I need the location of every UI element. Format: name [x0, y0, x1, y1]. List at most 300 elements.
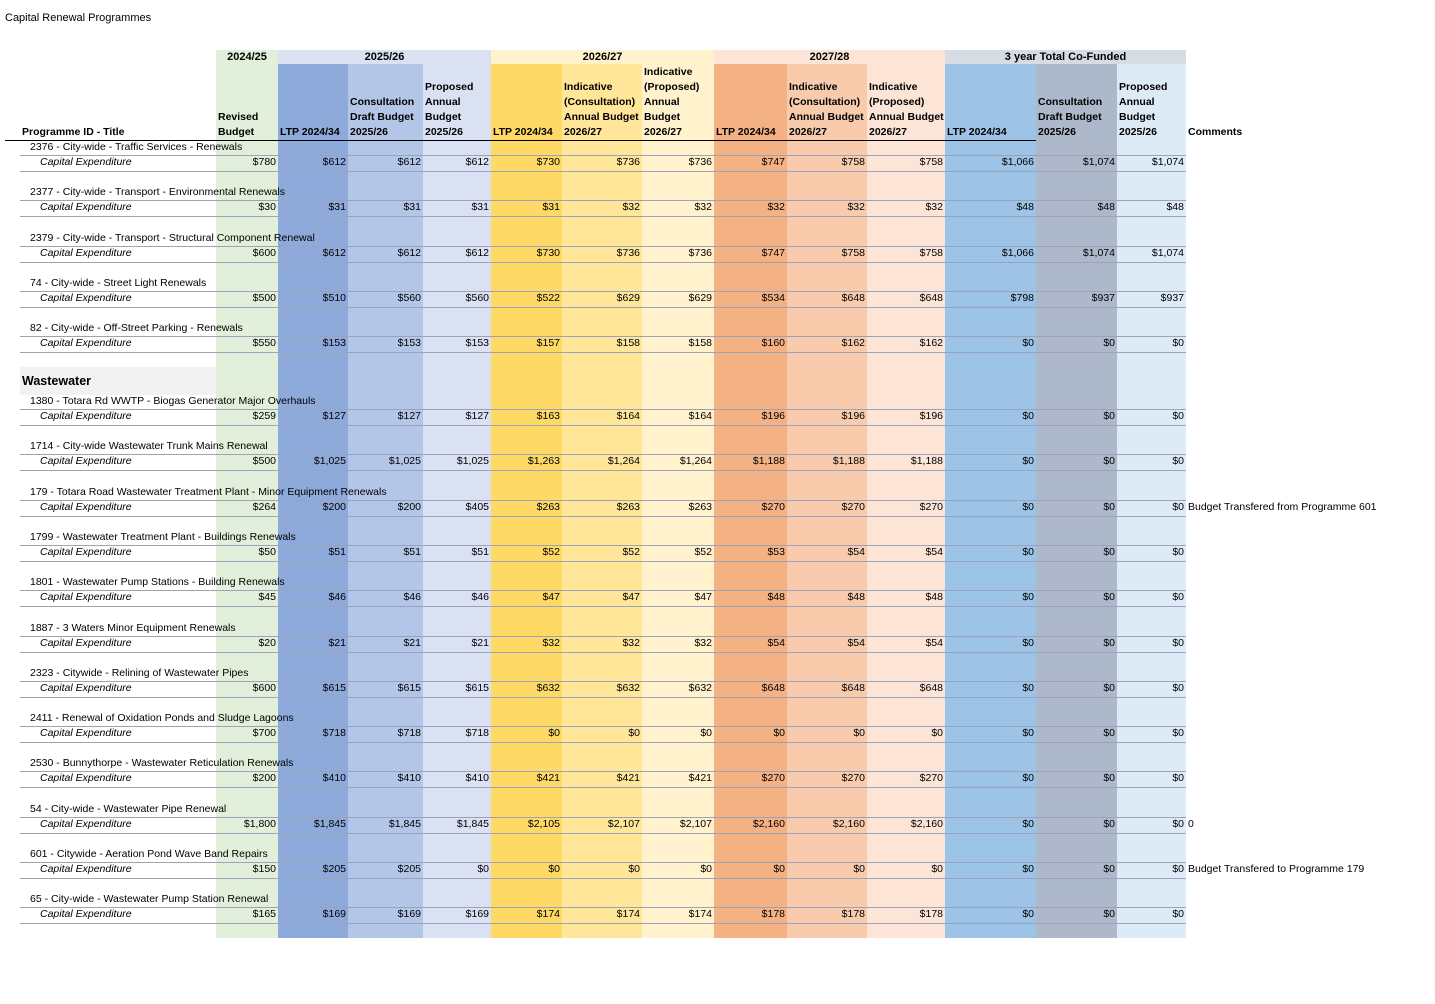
budget-value: $500: [252, 455, 276, 468]
budget-value: $178: [761, 908, 785, 921]
budget-value: $612: [322, 156, 346, 168]
budget-value: $0: [1103, 817, 1115, 830]
column-header-label: Indicative (Proposed) Annual Budget 2026/27: [644, 66, 700, 138]
programme-title: 2379 - City-wide - Transport - Structural Component Renewal: [30, 231, 315, 244]
row-divider: [20, 561, 1186, 562]
budget-value: $0: [1172, 410, 1184, 422]
comment-text: 0: [1188, 817, 1194, 830]
budget-value: $730: [536, 246, 560, 259]
budget-value: $1,845: [456, 817, 489, 830]
budget-value: $164: [616, 410, 640, 422]
capex-label: Capital Expenditure: [40, 545, 132, 558]
capex-label: Capital Expenditure: [40, 500, 132, 513]
group-header: 2027/28: [714, 50, 945, 64]
budget-value: $1,263: [527, 455, 560, 468]
row-divider: [20, 787, 1186, 788]
row-divider: [20, 923, 1186, 924]
budget-value: $196: [761, 410, 785, 422]
budget-value: $560: [465, 291, 489, 304]
capex-label: Capital Expenditure: [40, 410, 132, 422]
capex-label: Capital Expenditure: [40, 681, 132, 694]
capex-label: Capital Expenditure: [40, 246, 132, 259]
budget-value: $0: [1172, 817, 1184, 830]
budget-value: $648: [841, 291, 865, 304]
budget-value: $0: [1022, 817, 1034, 830]
budget-value: $51: [403, 545, 421, 558]
budget-value: $32: [542, 636, 560, 649]
capex-label: Capital Expenditure: [40, 908, 132, 921]
budget-value: $0: [1172, 591, 1184, 604]
row-divider: [20, 336, 1186, 337]
budget-value: $47: [622, 591, 640, 604]
budget-value: $31: [542, 201, 560, 214]
budget-value: $736: [616, 156, 640, 168]
budget-value: $0: [1103, 772, 1115, 785]
budget-value: $54: [925, 545, 943, 558]
row-divider: [20, 291, 1186, 292]
programme-title: 2530 - Bunnythorpe - Wastewater Reticulation Renewals: [30, 757, 294, 770]
row-divider: [20, 171, 1186, 172]
column-header-label: Indicative (Consultation) Annual Budget 2026/27: [789, 81, 864, 138]
budget-value: $0: [1022, 727, 1034, 740]
row-divider: [20, 817, 1186, 818]
budget-value: $270: [761, 500, 785, 513]
column-header-label: LTP 2024/34: [493, 126, 553, 138]
budget-value: $0: [1103, 545, 1115, 558]
budget-value: $1,025: [456, 455, 489, 468]
budget-value: $32: [767, 201, 785, 214]
budget-value: $205: [397, 863, 421, 875]
row-divider: [20, 307, 1186, 308]
capex-label: Capital Expenditure: [40, 817, 132, 830]
budget-value: $612: [465, 246, 489, 259]
column-header: [20, 64, 216, 140]
budget-value: $48: [1016, 201, 1034, 214]
row-divider: [20, 878, 1186, 879]
column-header: [1036, 64, 1117, 140]
budget-value: $0: [1022, 591, 1034, 604]
budget-value: $165: [252, 908, 276, 921]
budget-value: $0: [1022, 636, 1034, 649]
budget-value: $421: [616, 772, 640, 785]
row-divider: [20, 470, 1186, 471]
budget-value: $560: [397, 291, 421, 304]
budget-value: $0: [1022, 455, 1034, 468]
budget-value: $747: [761, 246, 785, 259]
budget-value: $46: [471, 591, 489, 604]
budget-value: $52: [622, 545, 640, 558]
budget-value: $45: [258, 591, 276, 604]
capex-label: Capital Expenditure: [40, 156, 132, 168]
budget-value: $410: [465, 772, 489, 785]
row-divider: [20, 771, 1186, 772]
budget-value: $153: [397, 337, 421, 350]
group-header: 3 year Total Co-Funded: [945, 50, 1186, 64]
capex-label: Capital Expenditure: [40, 636, 132, 649]
budget-value: $0: [1172, 545, 1184, 558]
budget-value: $0: [1172, 500, 1184, 513]
budget-value: $0: [700, 727, 712, 740]
group-header: 2024/25: [216, 50, 278, 64]
programme-title: 1887 - 3 Waters Minor Equipment Renewals: [30, 621, 236, 634]
programme-title: 1714 - City-wide Wastewater Trunk Mains Renewal: [30, 440, 268, 453]
budget-value: $263: [688, 500, 712, 513]
budget-value: $615: [465, 681, 489, 694]
column-header: [1117, 64, 1186, 140]
budget-value: $52: [542, 545, 560, 558]
programme-title: 2377 - City-wide - Transport - Environmental Renewals: [30, 186, 286, 199]
budget-value: $0: [700, 863, 712, 875]
row-divider: [20, 352, 1186, 353]
budget-value: $1,188: [752, 455, 785, 468]
budget-value: $0: [1103, 681, 1115, 694]
budget-value: $648: [919, 681, 943, 694]
budget-value: $48: [925, 591, 943, 604]
column-header-label: Indicative (Consultation) Annual Budget 2026/27: [564, 81, 639, 138]
row-divider: [20, 155, 1186, 156]
column-header: [787, 64, 867, 140]
row-divider: [20, 409, 1186, 410]
budget-value: $1,800: [243, 817, 276, 830]
budget-value: $32: [925, 201, 943, 214]
budget-value: $1,074: [1082, 246, 1115, 259]
budget-value: $178: [919, 908, 943, 921]
budget-value: $196: [919, 410, 943, 422]
budget-value: $0: [1022, 863, 1034, 875]
budget-value: $0: [548, 727, 560, 740]
budget-value: $157: [536, 337, 560, 350]
column-header-label: Revised Budget: [218, 111, 259, 138]
budget-value: $0: [931, 727, 943, 740]
row-divider: [20, 697, 1186, 698]
column-header: [867, 64, 945, 140]
budget-value: $736: [688, 156, 712, 168]
budget-value: $1,066: [1001, 156, 1034, 168]
budget-value: $263: [616, 500, 640, 513]
capex-label: Capital Expenditure: [40, 591, 132, 604]
row-divider: [20, 246, 1186, 247]
budget-value: $410: [397, 772, 421, 785]
column-header: [348, 64, 423, 140]
budget-value: $162: [919, 337, 943, 350]
budget-value: $31: [471, 201, 489, 214]
budget-value: $0: [1103, 337, 1115, 350]
budget-value: $46: [403, 591, 421, 604]
budget-value: $648: [919, 291, 943, 304]
budget-value: $780: [252, 156, 276, 168]
column-header-label: Programme ID - Title: [22, 126, 125, 138]
budget-value: $48: [767, 591, 785, 604]
budget-value: $718: [465, 727, 489, 740]
budget-value: $53: [767, 545, 785, 558]
budget-value: $0: [1103, 636, 1115, 649]
budget-value: $629: [616, 291, 640, 304]
budget-value: $421: [688, 772, 712, 785]
budget-value: $0: [1103, 410, 1115, 422]
budget-value: $410: [322, 772, 346, 785]
budget-value: $31: [403, 201, 421, 214]
budget-value: $736: [616, 246, 640, 259]
budget-value: $1,074: [1082, 156, 1115, 168]
column-header-label: Consultation Draft Budget 2025/26: [1038, 96, 1103, 138]
budget-value: $0: [1172, 636, 1184, 649]
programme-title: 65 - City-wide - Wastewater Pump Station Renewal: [30, 893, 269, 906]
budget-value: $48: [847, 591, 865, 604]
row-divider: [20, 907, 1186, 908]
column-header-label: Proposed Annual Budget 2025/26: [425, 81, 474, 138]
budget-value: $0: [1103, 908, 1115, 921]
row-divider: [20, 726, 1186, 727]
row-divider: [20, 545, 1186, 546]
column-header: [423, 64, 491, 140]
budget-value: $798: [1010, 291, 1034, 304]
capex-label: Capital Expenditure: [40, 772, 132, 785]
budget-value: $32: [622, 636, 640, 649]
group-header: 2026/27: [491, 50, 714, 64]
budget-value: $0: [548, 863, 560, 875]
column-header: [1186, 64, 1286, 140]
programme-title: 1799 - Wastewater Treatment Plant - Buildings Renewals: [30, 530, 296, 543]
budget-value: $718: [397, 727, 421, 740]
budget-value: $0: [1172, 863, 1184, 875]
row-divider: [20, 606, 1186, 607]
budget-value: $747: [761, 156, 785, 168]
budget-value: $0: [931, 863, 943, 875]
row-divider: [20, 425, 1186, 426]
budget-value: $1,264: [679, 455, 712, 468]
budget-value: $615: [322, 681, 346, 694]
budget-value: $264: [252, 500, 276, 513]
row-divider: [20, 454, 1186, 455]
budget-value: $205: [322, 863, 346, 875]
row-divider: [20, 516, 1186, 517]
budget-value: $0: [1103, 863, 1115, 875]
budget-value: $648: [841, 681, 865, 694]
budget-value: $0: [1172, 727, 1184, 740]
budget-value: $1,845: [388, 817, 421, 830]
budget-value: $629: [688, 291, 712, 304]
budget-value: $0: [1022, 772, 1034, 785]
budget-value: $52: [694, 545, 712, 558]
programme-title: 2411 - Renewal of Oxidation Ponds and Sludge Lagoons: [30, 712, 294, 725]
budget-value: $0: [853, 863, 865, 875]
budget-value: $54: [847, 545, 865, 558]
budget-value: $612: [397, 156, 421, 168]
budget-value: $1,188: [910, 455, 943, 468]
budget-value: $32: [847, 201, 865, 214]
budget-value: $1,025: [313, 455, 346, 468]
budget-value: $632: [616, 681, 640, 694]
budget-value: $196: [841, 410, 865, 422]
programme-title: 82 - City-wide - Off-Street Parking - Renewals: [30, 322, 243, 335]
budget-value: $0: [1172, 772, 1184, 785]
budget-value: $153: [465, 337, 489, 350]
budget-value: $718: [322, 727, 346, 740]
row-divider: [20, 681, 1186, 682]
budget-value: $47: [542, 591, 560, 604]
programme-title: 601 - Citywide - Aeration Pond Wave Band Repairs: [30, 848, 268, 860]
budget-value: $2,160: [752, 817, 785, 830]
budget-value: $0: [773, 863, 785, 875]
row-divider: [20, 216, 1186, 217]
budget-value: $937: [1091, 291, 1115, 304]
budget-value: $30: [258, 201, 276, 214]
budget-value: $127: [465, 410, 489, 422]
budget-value: $632: [688, 681, 712, 694]
budget-value: $510: [322, 291, 346, 304]
budget-value: $0: [1103, 727, 1115, 740]
budget-value: $200: [397, 500, 421, 513]
budget-value: $2,107: [607, 817, 640, 830]
budget-value: $0: [1172, 681, 1184, 694]
budget-value: $1,264: [607, 455, 640, 468]
budget-value: $32: [694, 636, 712, 649]
budget-value: $50: [258, 545, 276, 558]
column-header: [562, 64, 642, 140]
capex-label: Capital Expenditure: [40, 291, 132, 304]
budget-value: $158: [616, 337, 640, 350]
budget-value: $169: [322, 908, 346, 921]
budget-value: $47: [694, 591, 712, 604]
budget-value: $758: [919, 246, 943, 259]
budget-value: $1,074: [1151, 246, 1184, 259]
column-header-label: Indicative (Proposed) Annual Budget 2026/27: [869, 81, 944, 138]
budget-value: $259: [252, 410, 276, 422]
budget-value: $0: [477, 863, 489, 875]
capex-label: Capital Expenditure: [40, 455, 132, 468]
budget-value: $0: [1022, 337, 1034, 350]
budget-value: $0: [1022, 908, 1034, 921]
capex-label: Capital Expenditure: [40, 201, 132, 214]
budget-value: $758: [919, 156, 943, 168]
budget-value: $270: [841, 500, 865, 513]
budget-value: $54: [925, 636, 943, 649]
budget-value: $2,160: [832, 817, 865, 830]
column-header: [491, 64, 562, 140]
budget-value: $21: [328, 636, 346, 649]
budget-value: $534: [761, 291, 785, 304]
programme-title: 2323 - Citywide - Relining of Wastewater Pipes: [30, 666, 249, 679]
budget-value: $270: [841, 772, 865, 785]
budget-value: $46: [328, 591, 346, 604]
programme-title: 2376 - City-wide - Traffic Services - Renewals: [30, 141, 243, 153]
comment-text: Budget Transfered from Programme 601: [1188, 500, 1377, 513]
capex-label: Capital Expenditure: [40, 727, 132, 740]
budget-value: $0: [1022, 410, 1034, 422]
budget-value: $21: [471, 636, 489, 649]
budget-value: $200: [252, 772, 276, 785]
programme-title: 54 - City-wide - Wastewater Pipe Renewal: [30, 802, 227, 815]
capex-label: Capital Expenditure: [40, 863, 132, 875]
budget-value: $0: [853, 727, 865, 740]
budget-value: $736: [688, 246, 712, 259]
row-divider: [20, 862, 1186, 863]
budget-value: $2,105: [527, 817, 560, 830]
budget-value: $127: [322, 410, 346, 422]
row-divider: [20, 833, 1186, 834]
budget-value: $600: [252, 681, 276, 694]
budget-value: $162: [841, 337, 865, 350]
budget-value: $263: [536, 500, 560, 513]
column-header-label: Proposed Annual Budget 2025/26: [1119, 81, 1168, 138]
row-divider: [20, 500, 1186, 501]
budget-value: $32: [622, 201, 640, 214]
budget-value: $174: [616, 908, 640, 921]
programme-title: 179 - Totara Road Wastewater Treatment Plant - Minor Equipment Renewals: [30, 485, 387, 498]
group-header: 2025/26: [278, 50, 491, 64]
budget-value: $51: [328, 545, 346, 558]
budget-value: $163: [536, 410, 560, 422]
budget-value: $2,160: [910, 817, 943, 830]
budget-value: $550: [252, 337, 276, 350]
budget-value: $0: [773, 727, 785, 740]
budget-value: $0: [1022, 545, 1034, 558]
budget-value: $127: [397, 410, 421, 422]
budget-value: $54: [847, 636, 865, 649]
budget-value: $0: [1103, 455, 1115, 468]
budget-value: $0: [628, 863, 640, 875]
budget-value: $1,066: [1001, 246, 1034, 259]
budget-value: $174: [688, 908, 712, 921]
budget-value: $1,845: [313, 817, 346, 830]
budget-value: $600: [252, 246, 276, 259]
budget-value: $700: [252, 727, 276, 740]
row-divider: [20, 742, 1186, 743]
budget-value: $32: [694, 201, 712, 214]
row-divider: [20, 652, 1186, 653]
budget-value: $937: [1160, 291, 1184, 304]
budget-value: $51: [471, 545, 489, 558]
column-header-label: Consultation Draft Budget 2025/26: [350, 96, 415, 138]
budget-value: $0: [1172, 455, 1184, 468]
budget-value: $169: [397, 908, 421, 921]
budget-value: $612: [397, 246, 421, 259]
budget-value: $178: [841, 908, 865, 921]
budget-value: $758: [841, 246, 865, 259]
column-header: [216, 64, 278, 140]
budget-value: $730: [536, 156, 560, 168]
budget-value: $0: [628, 727, 640, 740]
budget-value: $405: [465, 500, 489, 513]
budget-value: $0: [1022, 500, 1034, 513]
budget-value: $615: [397, 681, 421, 694]
section-title: Wastewater: [22, 374, 92, 388]
budget-value: $270: [761, 772, 785, 785]
programme-title: 1801 - Wastewater Pump Stations - Building Renewals: [30, 576, 285, 589]
column-header-label: LTP 2024/34: [947, 126, 1007, 138]
budget-value: $200: [322, 500, 346, 513]
budget-value: $500: [252, 291, 276, 304]
column-header-label: LTP 2024/34: [280, 126, 340, 138]
row-divider: [20, 262, 1186, 263]
row-divider: [20, 200, 1186, 201]
budget-value: $1,025: [388, 455, 421, 468]
budget-value: $522: [536, 291, 560, 304]
comment-text: Budget Transfered to Programme 179: [1188, 863, 1365, 875]
column-header-label: Comments: [1188, 126, 1243, 138]
budget-value: $54: [767, 636, 785, 649]
row-divider: [20, 590, 1186, 591]
column-header: [945, 64, 1036, 140]
budget-value: $0: [1172, 908, 1184, 921]
budget-value: $421: [536, 772, 560, 785]
column-header: [278, 64, 348, 140]
budget-value: $612: [465, 156, 489, 168]
budget-value: $0: [1022, 681, 1034, 694]
programme-title: 74 - City-wide - Street Light Renewals: [30, 276, 207, 289]
budget-value: $270: [919, 500, 943, 513]
budget-value: $20: [258, 636, 276, 649]
